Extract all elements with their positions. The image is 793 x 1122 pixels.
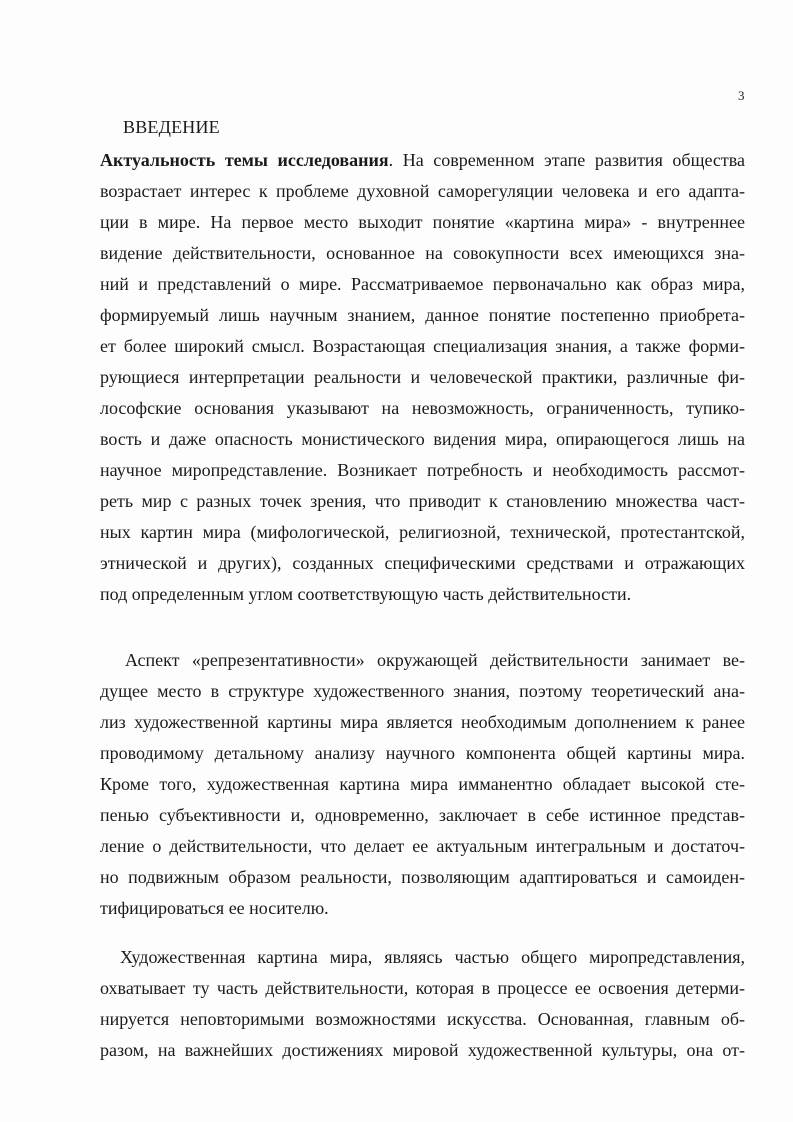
text-line: лиз художественной картины мира является необходимым дополнением к ранее — [100, 712, 745, 732]
text-line: ет более широкий смысл. Возрастающая специализация знания, а также форми- — [100, 336, 745, 356]
text-line: видение действительности, основанное на совокупности всех имеющихся зна- — [100, 243, 745, 263]
text-line: ний и представлений о мире. Рассматриваемое первоначально как образ мира, — [100, 274, 745, 294]
text-line: дущее место в структуре художественного знания, поэтому теоретический ана- — [100, 681, 745, 701]
text-line — [100, 145, 745, 176]
text-line: пенью субъективности и, одновременно, заключает в себе истинное представ- — [100, 805, 745, 825]
text-line: Кроме того, художественная картина мира имманентно обладает высокой сте- — [100, 774, 745, 794]
text-line: реть мир с разных точек зрения, что приводит к становлению множества част- — [100, 491, 745, 511]
text-line: вость и даже опасность монистического видения мира, опирающегося лишь на — [100, 429, 745, 449]
text-line: нируется неповторимыми возможностями искусства. Основанная, главным об- — [100, 1009, 745, 1029]
lead-bold-phrase: Актуальность темы исследования — [100, 150, 389, 170]
text-line: рующиеся интерпретации реальности и человеческой практики, различные фи- — [100, 367, 745, 387]
section-heading: ВВЕДЕНИЕ — [123, 117, 220, 137]
text-line: ление о действительности, что делает ее актуальным интегральным и достаточ- — [100, 836, 745, 856]
text-line: этнической и других), созданных специфическими средствами и отражающих — [100, 553, 745, 573]
text-line: формируемый лишь научным знанием, данное понятие постепенно приобрета- — [100, 305, 745, 325]
text-line: тифицироваться ее носителю. — [100, 898, 329, 918]
text-line: Художественная картина мира, являясь частью общего миропредставления, — [120, 947, 745, 967]
text-line: проводимому детальному анализу научного компонента общей картины мира. — [100, 743, 745, 763]
text-line: ции в мире. На первое место выходит понятие «картина мира» - внутреннее — [100, 212, 745, 232]
paragraph-representativeness — [100, 645, 745, 924]
text-line: научное миропредставление. Возникает потребность и необходимость рассмот- — [100, 460, 745, 480]
page-number: 3 — [738, 88, 745, 103]
paragraph-relevance — [100, 145, 745, 610]
paragraph-artistic-worldview — [100, 942, 745, 1066]
text-line: но подвижным образом реальности, позволяющим адаптироваться и самоиден- — [100, 867, 745, 887]
text-line: охватывает ту часть действительности, которая в процессе ее освоения детерми- — [100, 978, 745, 998]
text-line: лософские основания указывают на невозможность, ограниченность, тупико- — [100, 398, 745, 418]
text-line: Аспект «репрезентативности» окружающей действительности занимает ве- — [125, 650, 745, 670]
text-line: возрастает интерес к проблеме духовной саморегуляции человека и его адапта- — [100, 181, 745, 201]
text-line: ных картин мира (мифологической, религиозной, технической, протестантской, — [100, 522, 745, 542]
text-line: разом, на важнейших достижениях мировой художественной культуры, она от- — [100, 1040, 745, 1060]
text-line-rest: . На современном этапе развития общества — [388, 150, 745, 170]
text-line: под определенным углом соответствующую часть действительности. — [100, 584, 632, 604]
